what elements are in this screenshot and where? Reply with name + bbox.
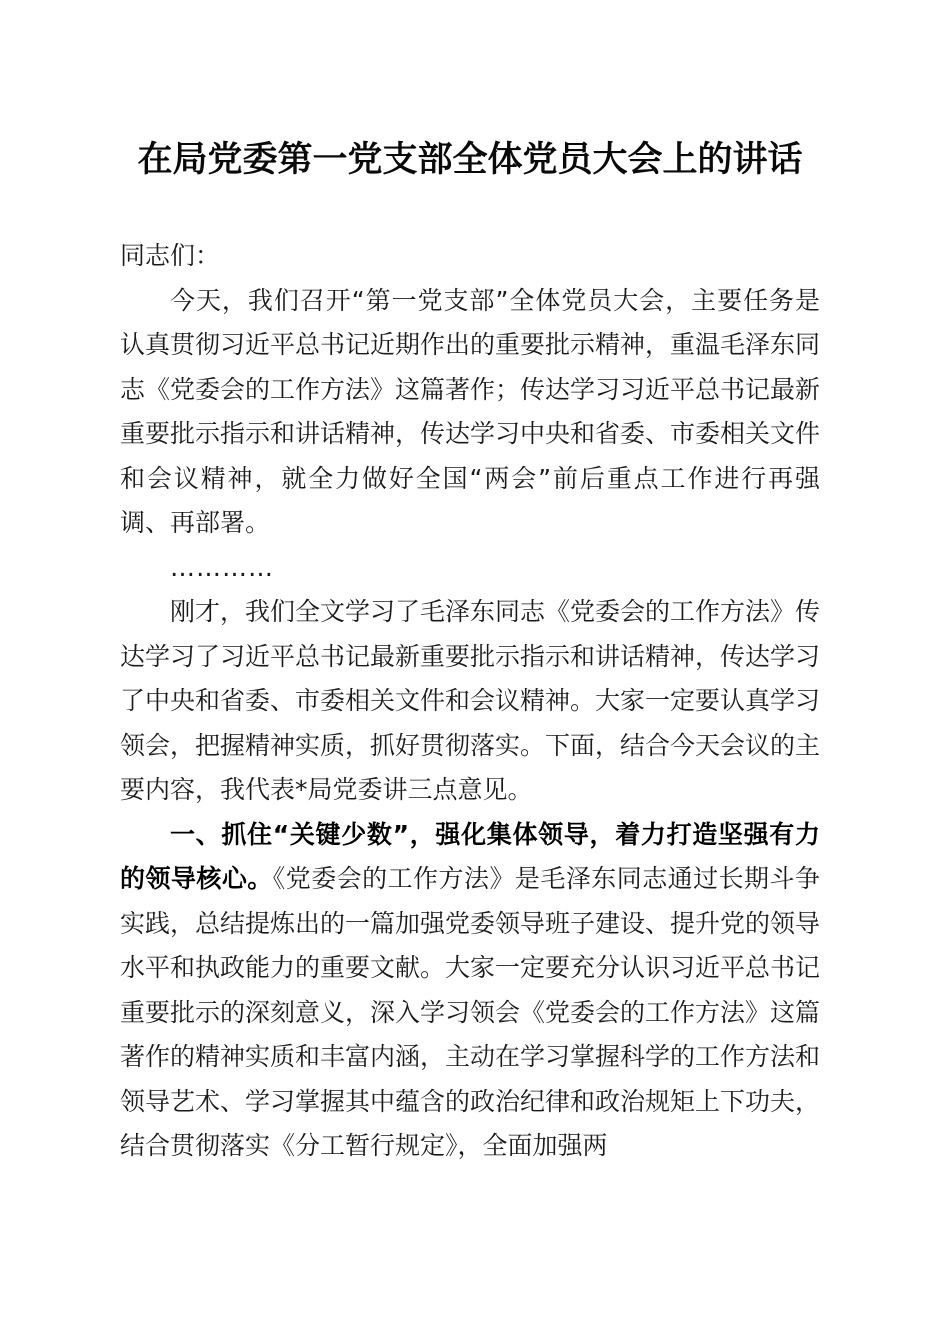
document-body (120, 234, 820, 1169)
document-title: 在局党委第一党支部全体党员大会上的讲话 (137, 139, 803, 180)
section-one-body: 《党委会的工作方法》是毛泽东同志通过长期斗争实践，总结提炼出的一篇加强党委领导班子建设、提升党的领导水平和执政能力的重要文献。大家一定要充分认识习近平总书记重要批示的深刻意义，深入学习领会《党委会的工作方法》这篇著作的精神实质和丰富内涵，主动在学习掌握科学的工作方法和领导艺术、学习掌握其中蕴含的政治纪律和政治规矩上下功夫，结合贯彻落实《分工暂行规定》，全面加强两 (120, 864, 821, 1160)
ellipsis-separator: ………… (170, 552, 274, 582)
paragraph-opening: 今天，我们召开“第一党支部”全体党员大会，主要任务是认真贯彻习近平总书记近期作出的重要批示精神，重温毛泽东同志《党委会的工作方法》这篇著作；传达学习习近平总书记最新重要批示指示和讲话精神，传达学习中央和省委、市委相关文件和会议精神，就全力做好全国“两会”前后重点工作进行再强调、再部署。 (120, 285, 821, 537)
section-one (120, 813, 820, 1169)
paragraph-summary: 刚才，我们全文学习了毛泽东同志《党委会的工作方法》传达学习了习近平总书记最新重要批示指示和讲话精神，传达学习了中央和省委、市委相关文件和会议精神。大家一定要认真学习领会，把握精神实质，抓好贯彻落实。下面，结合今天会议的主要内容，我代表*局党委讲三点意见。 (120, 597, 821, 804)
salutation: 同志们： (120, 241, 221, 270)
section-one-heading: 一、抓住“关键少数”，强化集体领导，着力打造坚强有力的领导核心。 (120, 819, 820, 893)
